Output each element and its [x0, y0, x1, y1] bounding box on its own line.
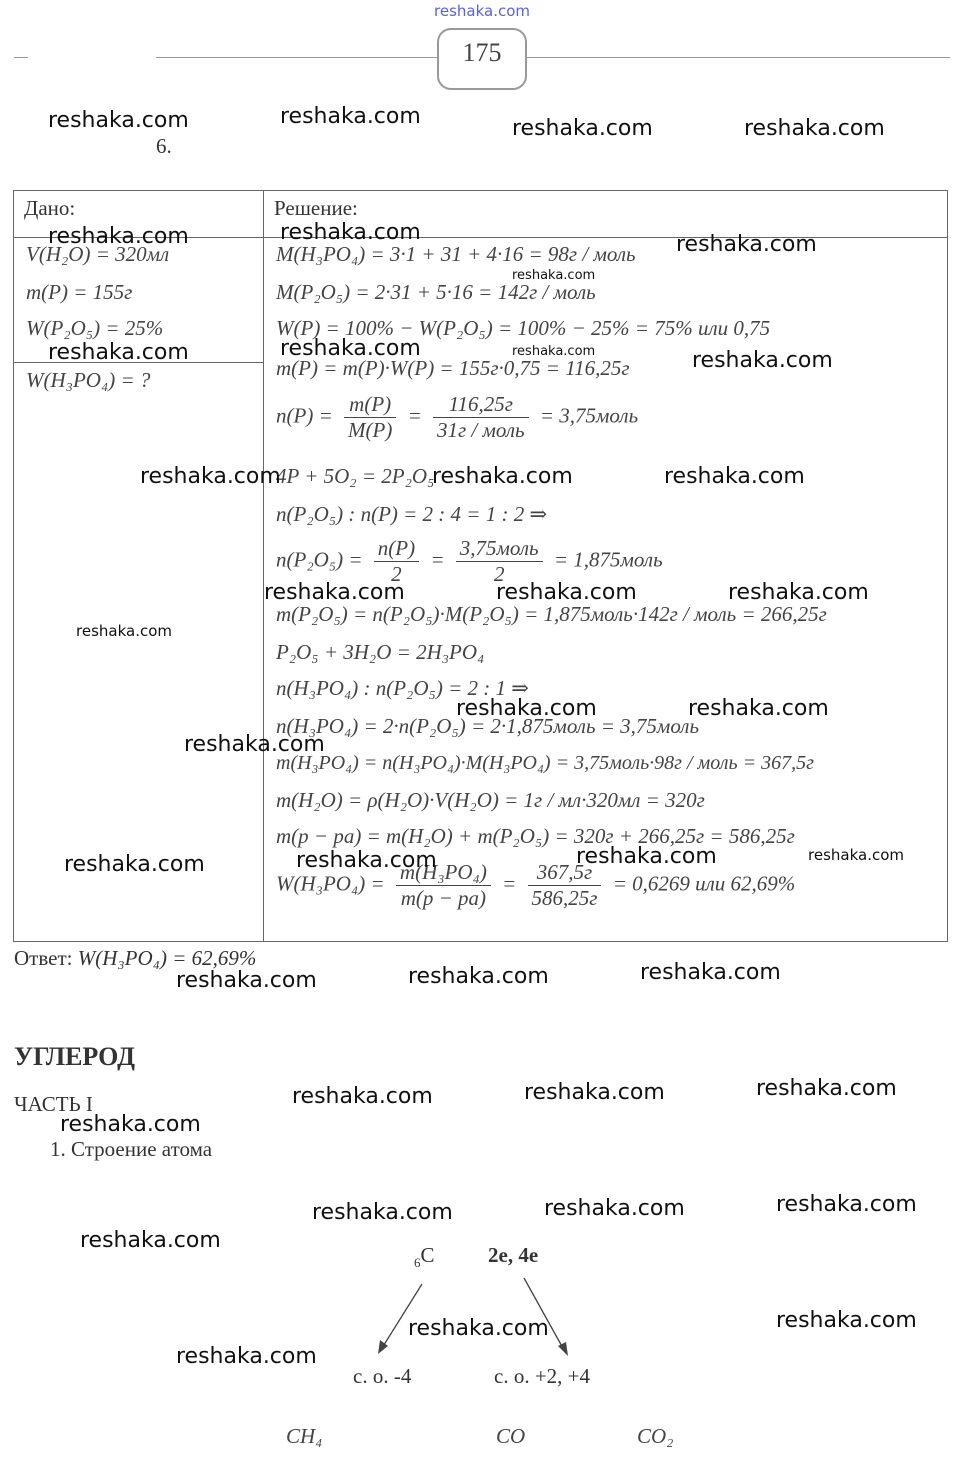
header-rule-left — [14, 57, 28, 58]
watermark[interactable]: reshaka.com — [280, 104, 421, 129]
solution-line-3: W(P) = 100% − W(P₂O₅) = 100% − 25% = 75% или 0,75 — [276, 316, 771, 340]
solution-line-ratio-1: n(P₂O₅) : n(P) = 2 : 4 = 1 : 2 ⇒ — [276, 502, 548, 526]
solution-line-4: m(P) = m(P)·W(P) = 155г·0,75 = 116,25г — [276, 356, 630, 380]
watermark[interactable]: reshaka.com — [64, 852, 205, 877]
solution-line-mass-p2o5: m(P₂O₅) = n(P₂O₅)·M(P₂O₅) = 1,875моль·142г / моль = 266,25г — [276, 602, 827, 626]
watermark[interactable]: reshaka.com — [48, 108, 189, 133]
compound-co2: CO₂ — [637, 1424, 674, 1448]
solution-line-ratio-2: n(H₃PO₄) : n(P₂O₅) = 2 : 1 ⇒ — [276, 676, 529, 700]
watermark[interactable]: reshaka.com — [48, 340, 189, 365]
watermark[interactable]: reshaka.com — [280, 220, 421, 245]
watermark[interactable]: reshaka.com — [524, 1080, 665, 1105]
watermark[interactable]: reshaka.com — [76, 622, 172, 640]
watermark[interactable]: reshaka.com — [692, 348, 833, 373]
watermark[interactable]: reshaka.com — [60, 1112, 201, 1137]
watermark[interactable]: reshaka.com — [664, 464, 805, 489]
find-fraction: W(H₃PO₄) = ? — [26, 368, 151, 392]
watermark[interactable]: reshaka.com — [456, 696, 597, 721]
watermark[interactable]: reshaka.com — [728, 580, 869, 605]
watermark[interactable]: reshaka.com — [640, 960, 781, 985]
given-title: Дано: — [24, 196, 76, 220]
watermark[interactable]: reshaka.com — [408, 964, 549, 989]
element-carbon: $_6$C — [414, 1243, 435, 1271]
watermark[interactable]: reshaka.com — [688, 696, 829, 721]
watermark[interactable]: reshaka.com — [544, 1196, 685, 1221]
watermark[interactable]: reshaka.com — [512, 268, 596, 283]
watermark[interactable]: reshaka.com — [408, 1316, 549, 1341]
watermark[interactable]: reshaka.com — [280, 336, 421, 361]
watermark[interactable]: reshaka.com — [176, 1344, 317, 1369]
oxidation-positive: с. о. +2, +4 — [494, 1364, 591, 1388]
watermark[interactable]: reshaka.com — [676, 232, 817, 257]
watermark[interactable]: reshaka.com — [808, 846, 904, 864]
solution-line-m-water: m(H₂O) = ρ(H₂O)·V(H₂O) = 1г / мл·320мл = 320г — [276, 788, 705, 812]
task-number: 6. — [156, 134, 172, 158]
section-title: УГЛЕРОД — [14, 1042, 135, 1071]
answer: Ответ: W(H₃PO₄) = 62,69% — [14, 946, 257, 970]
given-volume: V(H₂O) = 320мл — [26, 242, 170, 266]
section-part: ЧАСТЬ I — [14, 1092, 93, 1116]
watermark[interactable]: reshaka.com — [776, 1192, 917, 1217]
given-mass: m(P) = 155г — [26, 280, 133, 304]
solution-line-2: M(P₂O₅) = 2·31 + 5·16 = 142г / моль — [276, 280, 596, 304]
fraction-np: n(P) = $\frac{m(P)}{M(P)}$ = $\frac{116,25г}{\text{31г / моль}}$ = 3,75моль — [276, 392, 639, 442]
watermark[interactable]: reshaka.com — [296, 848, 437, 873]
solution-line-1: M(H₃PO₄) = 3·1 + 31 + 4·16 = 98г / моль — [276, 242, 636, 266]
compound-ch4: CH₄ — [286, 1424, 323, 1448]
watermark[interactable]: reshaka.com — [140, 464, 281, 489]
solution-line-reaction-1: 4P + 5O₂ = 2P₂O₅ — [276, 464, 435, 488]
electron-shells: 2e, 4e — [488, 1243, 539, 1267]
watermark[interactable]: reshaka.com — [496, 580, 637, 605]
watermark[interactable]: reshaka.com — [776, 1308, 917, 1333]
watermark[interactable]: reshaka.com — [744, 116, 885, 141]
table-divider — [263, 190, 264, 941]
watermark-top[interactable]: reshaka.com — [434, 2, 530, 20]
watermark[interactable]: reshaka.com — [176, 968, 317, 993]
watermark[interactable]: reshaka.com — [756, 1076, 897, 1101]
fraction-w-acid: W(H₃PO₄) = $\frac{\text{m(H₃PO₄)}}{m(p - pa)}$ = $\frac{367,5г}{586,25г}$ = 0,6269 или 62,69% — [276, 860, 796, 910]
page-number: 175 — [437, 28, 527, 90]
header-rule — [156, 57, 950, 58]
watermark[interactable]: reshaka.com — [184, 732, 325, 757]
solution-line-n-acid: n(H₃PO₄) = 2·n(P₂O₅) = 2·1,875моль = 3,75моль — [276, 714, 700, 738]
compound-co: CO — [496, 1424, 526, 1448]
watermark[interactable]: reshaka.com — [48, 224, 189, 249]
section-item: 1. Строение атома — [50, 1137, 213, 1161]
watermark[interactable]: reshaka.com — [292, 1084, 433, 1109]
solution-line-m-solution: m(p − pa) = m(H₂O) + m(P₂O₅) = 320г + 266,25г = 586,25г — [276, 824, 795, 848]
watermark[interactable]: reshaka.com — [512, 116, 653, 141]
watermark[interactable]: reshaka.com — [432, 464, 573, 489]
watermark[interactable]: reshaka.com — [512, 344, 596, 359]
solution-title: Решение: — [274, 196, 358, 220]
oxidation-negative: с. о. -4 — [353, 1364, 412, 1388]
arrows-diagram — [370, 1270, 580, 1360]
watermark[interactable]: reshaka.com — [576, 844, 717, 869]
watermark[interactable]: reshaka.com — [264, 580, 405, 605]
watermark[interactable]: reshaka.com — [312, 1200, 453, 1225]
fraction-np2o5: n(P₂O₅) = $\frac{n(P)}{2}$ = $\frac{\text{3,75моль}}{2}$ = 1,875моль — [276, 536, 663, 586]
solution-line-m-acid: m(H₃PO₄) = n(H₃PO₄)·M(H₃PO₄) = 3,75моль·98г / моль = 367,5г — [276, 752, 814, 774]
solution-line-reaction-2: P₂O₅ + 3H₂O = 2H₃PO₄ — [276, 640, 485, 664]
watermark[interactable]: reshaka.com — [80, 1228, 221, 1253]
given-fraction: W(P₂O₅) = 25% — [26, 316, 164, 340]
